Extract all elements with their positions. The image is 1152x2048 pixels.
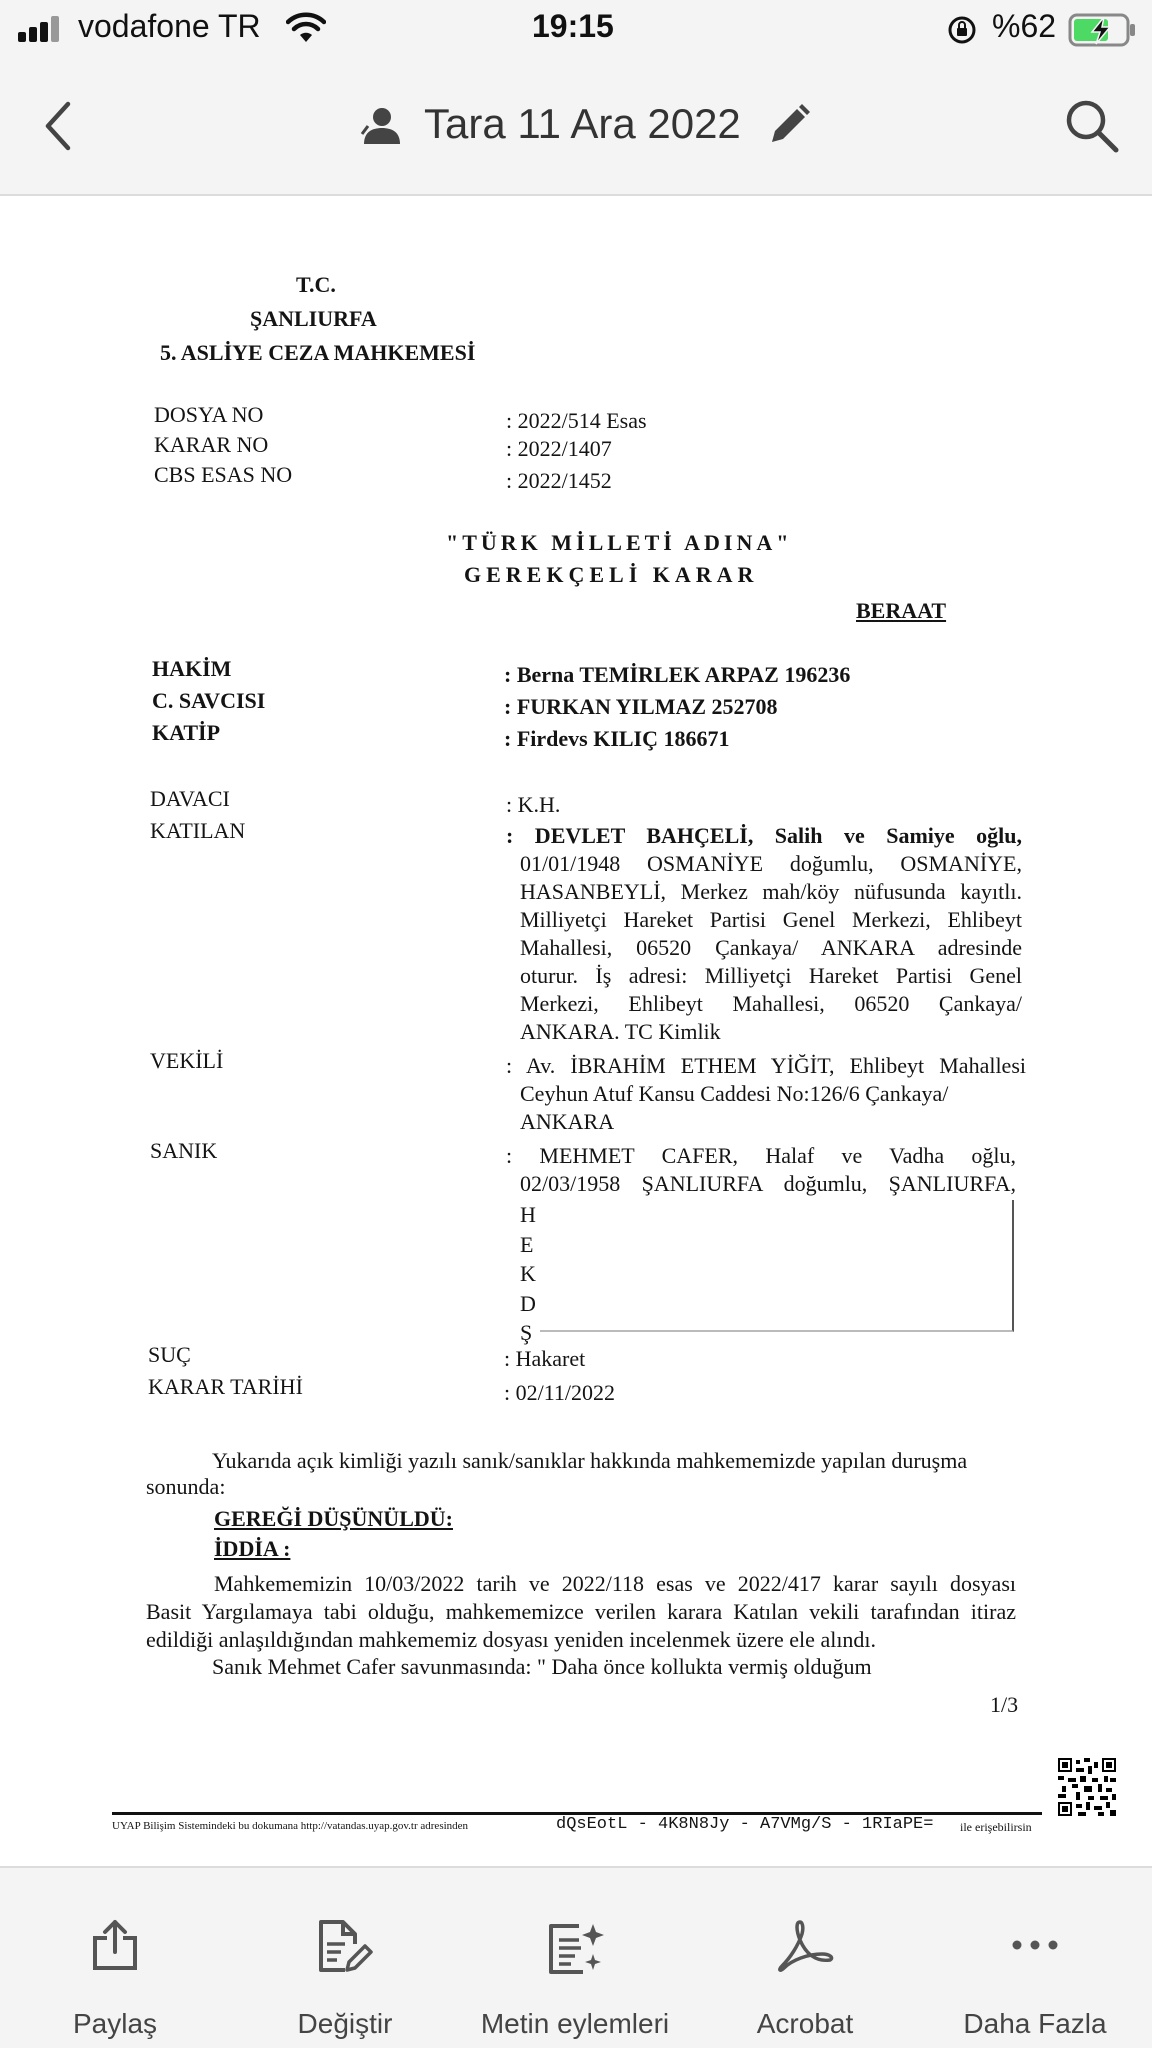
body-line: Mahkememizin 10/03/2022 tarih ve 2022/118 esas ve 2022/417 karar sayılı dosyası xyxy=(214,1571,1016,1596)
intro-line: sonunda: xyxy=(146,1474,226,1499)
sanik-line: : MEHMET CAFER, Halaf ve Vadha oğlu, xyxy=(506,1143,1016,1168)
official-label: HAKİM xyxy=(152,656,232,681)
katilan-line: 01/01/1948 OSMANİYE doğumlu, OSMANİYE, xyxy=(520,851,1022,876)
orientation-lock-icon xyxy=(946,14,978,46)
sanik-initial: H xyxy=(520,1202,536,1227)
share-icon xyxy=(90,1918,140,1972)
bottom-toolbar xyxy=(0,1866,1152,2048)
sanik-initial: D xyxy=(520,1290,536,1316)
suc-value: : Hakaret xyxy=(504,1346,586,1371)
acrobat-button[interactable] xyxy=(690,1868,920,2048)
back-chevron-icon[interactable] xyxy=(40,100,76,152)
toolbar-label: Acrobat xyxy=(756,2008,854,2039)
share-button[interactable] xyxy=(0,1868,230,2048)
sanik-initial: Ş xyxy=(520,1320,533,1345)
qr-code xyxy=(1058,1758,1116,1816)
katilan-block xyxy=(506,822,1022,1046)
clock: 19:15 xyxy=(532,8,614,44)
acrobat-icon xyxy=(776,1918,834,1974)
official-label: C. SAVCISI xyxy=(152,688,266,713)
vekili-line: : Av. İBRAHİM ETHEM YİĞİT, Ehlibeyt Mahallesi xyxy=(506,1053,1026,1078)
sanik-block xyxy=(506,1142,1016,1198)
battery-charging-icon xyxy=(1068,12,1138,48)
intro-line: Yukarıda açık kimliği yazılı sanık/sanıklar hakkında mahkememizde yapılan duruşma xyxy=(212,1448,968,1473)
file-value: : 2022/1407 xyxy=(506,436,612,461)
davaci-value: : K.H. xyxy=(506,792,561,817)
sanik-label: SANIK xyxy=(150,1138,218,1163)
footer-suffix: ile erişebilirsin xyxy=(960,1820,1032,1834)
official-value: : Firdevs KILIÇ 186671 xyxy=(504,726,730,751)
footer-code: dQsEotL - 4K8N8Jy - A7VMg/S - 1RIaPE= xyxy=(556,1815,934,1834)
katilan-line: : DEVLET BAHÇELİ, Salih ve Samiye oğlu, xyxy=(506,823,1022,848)
sanik-initial: E xyxy=(520,1231,534,1257)
vekili-line: Ceyhun Atuf Kansu Caddesi No:126/6 Çankaya/ xyxy=(520,1081,949,1106)
file-value: : 2022/514 Esas xyxy=(506,408,647,433)
katilan-line: Mahallesi, 06520 Çankaya/ ANKARA adresinde xyxy=(520,935,1022,960)
edit-button[interactable] xyxy=(230,1868,460,2048)
vekili-block xyxy=(506,1052,1026,1136)
navigation-bar xyxy=(0,60,1152,196)
toolbar-label: Daha Fazla xyxy=(963,2008,1107,2039)
battery-percent: %62 xyxy=(992,8,1057,44)
section-iddia: İDDİA : xyxy=(214,1536,291,1561)
katilan-line: Milliyetçi Hareket Partisi Genel Merkezi, Ehlibeyt xyxy=(520,907,1022,932)
heading-reasoned-decision: GEREKÇELİ KARAR xyxy=(464,562,759,587)
pencil-icon[interactable] xyxy=(766,102,812,148)
text-actions-button[interactable] xyxy=(460,1868,690,2048)
heading-nation: "TÜRK MİLLETİ ADINA" xyxy=(446,530,793,555)
redaction-box xyxy=(540,1200,1014,1332)
katilan-line: oturur. İş adresi: Milliyetçi Hareket Partisi Genel xyxy=(520,963,1022,988)
karar-tarihi-value: : 02/11/2022 xyxy=(504,1380,616,1405)
toolbar-label: Paylaş xyxy=(72,2008,158,2039)
search-icon[interactable] xyxy=(1064,98,1120,154)
document-page[interactable] xyxy=(0,198,1152,1864)
sanik-line: 02/03/1958 ŞANLIURFA doğumlu, ŞANLIURFA, xyxy=(520,1171,1016,1196)
verdict: BERAAT xyxy=(856,598,947,623)
person-icon xyxy=(360,106,404,146)
body-line: edildiği anlaşıldığından mahkememiz dosyası yeniden incelenmek üzere ele alındı. xyxy=(146,1627,877,1652)
sanik-initial: K xyxy=(520,1261,536,1286)
official-value: : FURKAN YILMAZ 252708 xyxy=(504,694,778,719)
carrier-name: vodafone TR xyxy=(78,8,261,44)
file-label: KARAR NO xyxy=(154,432,269,457)
signal-icon xyxy=(18,16,62,42)
more-button[interactable] xyxy=(920,1868,1150,2048)
status-bar xyxy=(0,0,1152,60)
section-gereği: GEREĞİ DÜŞÜNÜLDÜ: xyxy=(214,1506,453,1531)
text-actions-icon xyxy=(543,1918,607,1978)
court-line-city: ŞANLIURFA xyxy=(250,306,377,331)
footer-text: UYAP Bilişim Sistemindeki bu dokumana http://vatandas.uyap.gov.tr adresinden xyxy=(112,1820,469,1832)
body-paragraph xyxy=(146,1570,1016,1654)
katilan-line: Merkezi, Ehlibeyt Mahallesi, 06520 Çankaya/ xyxy=(520,991,1022,1016)
page-number: 1/3 xyxy=(990,1692,1019,1717)
court-line-name: 5. ASLİYE CEZA MAHKEMESİ xyxy=(160,340,476,365)
katilan-line: ANKARA. TC Kimlik xyxy=(520,1019,721,1044)
file-value: : 2022/1452 xyxy=(506,468,612,493)
katilan-label: KATILAN xyxy=(150,818,246,843)
more-icon xyxy=(1010,1918,1060,1972)
savunma-line: Sanık Mehmet Cafer savunmasında: " Daha önce kollukta vermiş olduğum xyxy=(212,1654,872,1679)
edit-document-icon xyxy=(315,1918,375,1976)
toolbar-label: Metin eylemleri xyxy=(480,2008,670,2039)
court-line-tc: T.C. xyxy=(296,272,336,297)
vekili-line: ANKARA xyxy=(520,1109,615,1134)
official-value: : Berna TEMİRLEK ARPAZ 196236 xyxy=(504,662,851,687)
file-label: DOSYA NO xyxy=(154,402,264,427)
wifi-icon xyxy=(286,12,326,44)
katilan-line: HASANBEYLİ, Merkez mah/köy nüfusunda kayıtlı. xyxy=(520,879,1022,904)
file-label: CBS ESAS NO xyxy=(154,462,293,487)
toolbar-label: Değiştir xyxy=(297,2008,393,2039)
karar-tarihi-label: KARAR TARİHİ xyxy=(148,1374,303,1399)
official-label: KATİP xyxy=(152,720,221,745)
vekili-label: VEKİLİ xyxy=(150,1048,224,1073)
document-title[interactable]: Tara 11 Ara 2022 xyxy=(424,100,741,147)
davaci-label: DAVACI xyxy=(150,786,230,811)
body-line: Basit Yargılamaya tabi olduğu, mahkememizce verilen karara Katılan vekili tarafından itiraz xyxy=(146,1599,1016,1624)
suc-label: SUÇ xyxy=(148,1342,191,1367)
